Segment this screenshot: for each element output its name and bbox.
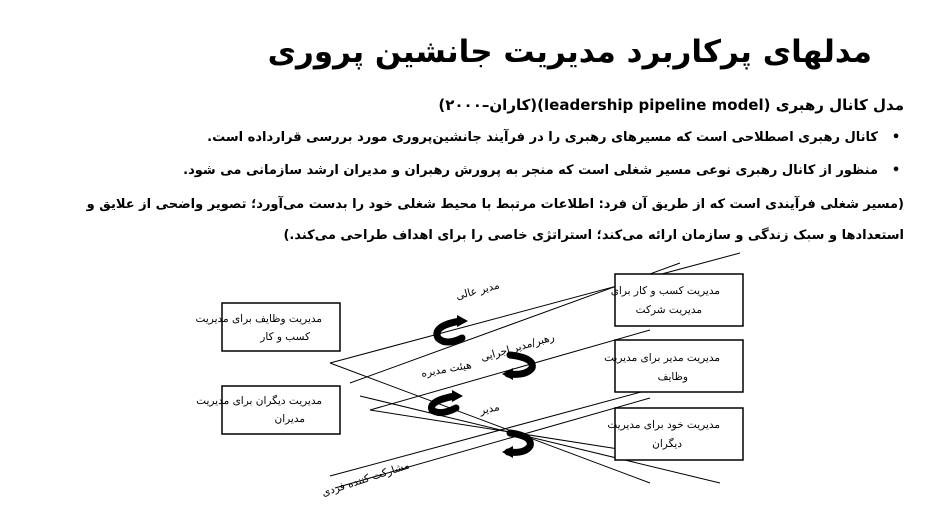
label-exec-leader: رهبر/مدیر اجرایی (479, 331, 556, 364)
bend-arrow-icon (502, 446, 513, 458)
left-box (196, 386, 340, 434)
label-board: هیئت مدیره (420, 359, 473, 380)
bend-arrow-icon (502, 368, 513, 380)
paragraph-line-1: (مسیر شغلی فرآیندی است که از طریق آن فرد: اطلاعات مرتبط با محیط شغلی خود را بدست می‌آورد؛ تصویر واضحی از علایق و (86, 197, 904, 212)
bullet-dot-icon: • (891, 130, 901, 145)
bullet-item (24, 163, 904, 178)
bullet-item (24, 130, 904, 145)
left-box-line: مدیریت دیگران برای مدیریت (196, 395, 322, 407)
paragraph-line-2: استعدادها و سبک زندگی و سازمان ارائه می‌کند؛ استراتژی خاصی را برای اهداف طراحی می‌کند.) (283, 228, 904, 243)
leadership-pipeline-diagram (195, 258, 750, 503)
label-top-manager: مدیر عالی (454, 279, 501, 303)
right-box-line: دیگران (652, 438, 682, 450)
right-box-line: مدیریت خود برای مدیریت (607, 419, 720, 431)
model-subheading: مدل کانال رهبری (leadership pipeline model)(کاران–۲۰۰۰) (438, 96, 904, 114)
right-box-line: وظایف (657, 371, 688, 383)
right-box (611, 274, 743, 326)
left-box-line: مدیریت وظایف برای مدیریت (195, 313, 322, 325)
left-box (196, 303, 340, 351)
right-box (607, 408, 743, 460)
label-individual-contributor: مشارکت کننده فردی (320, 459, 411, 500)
right-box-line: مدیریت کسب و کار برای (610, 285, 720, 297)
right-box (604, 340, 743, 392)
pipeline-line (330, 363, 650, 483)
bullet-text: منظور از کانال رهبری نوعی مسیر شغلی است که منجر به پرورش رهبران و مدیران ارشد سازمانی می شود. (183, 163, 878, 178)
label-manager: مدیر (478, 401, 501, 418)
bend-arrow-icon (457, 315, 468, 327)
page-title: مدلهای پرکاربرد مدیریت جانشین پروری (267, 34, 872, 70)
bend-arrow-icon (452, 390, 463, 402)
left-box-line: مدیران (274, 413, 305, 425)
bullet-text: کانال رهبری اصطلاحی است که مسیرهای رهبری را در فرآیند جانشین‌پروری مورد بررسی قرارداده است. (207, 130, 878, 145)
right-box-line: مدیریت مدیر برای مدیریت (604, 352, 720, 364)
left-box-line: کسب و کار (260, 331, 310, 343)
right-box-line: مدیریت شرکت (635, 304, 702, 316)
bullet-dot-icon: • (891, 163, 901, 178)
